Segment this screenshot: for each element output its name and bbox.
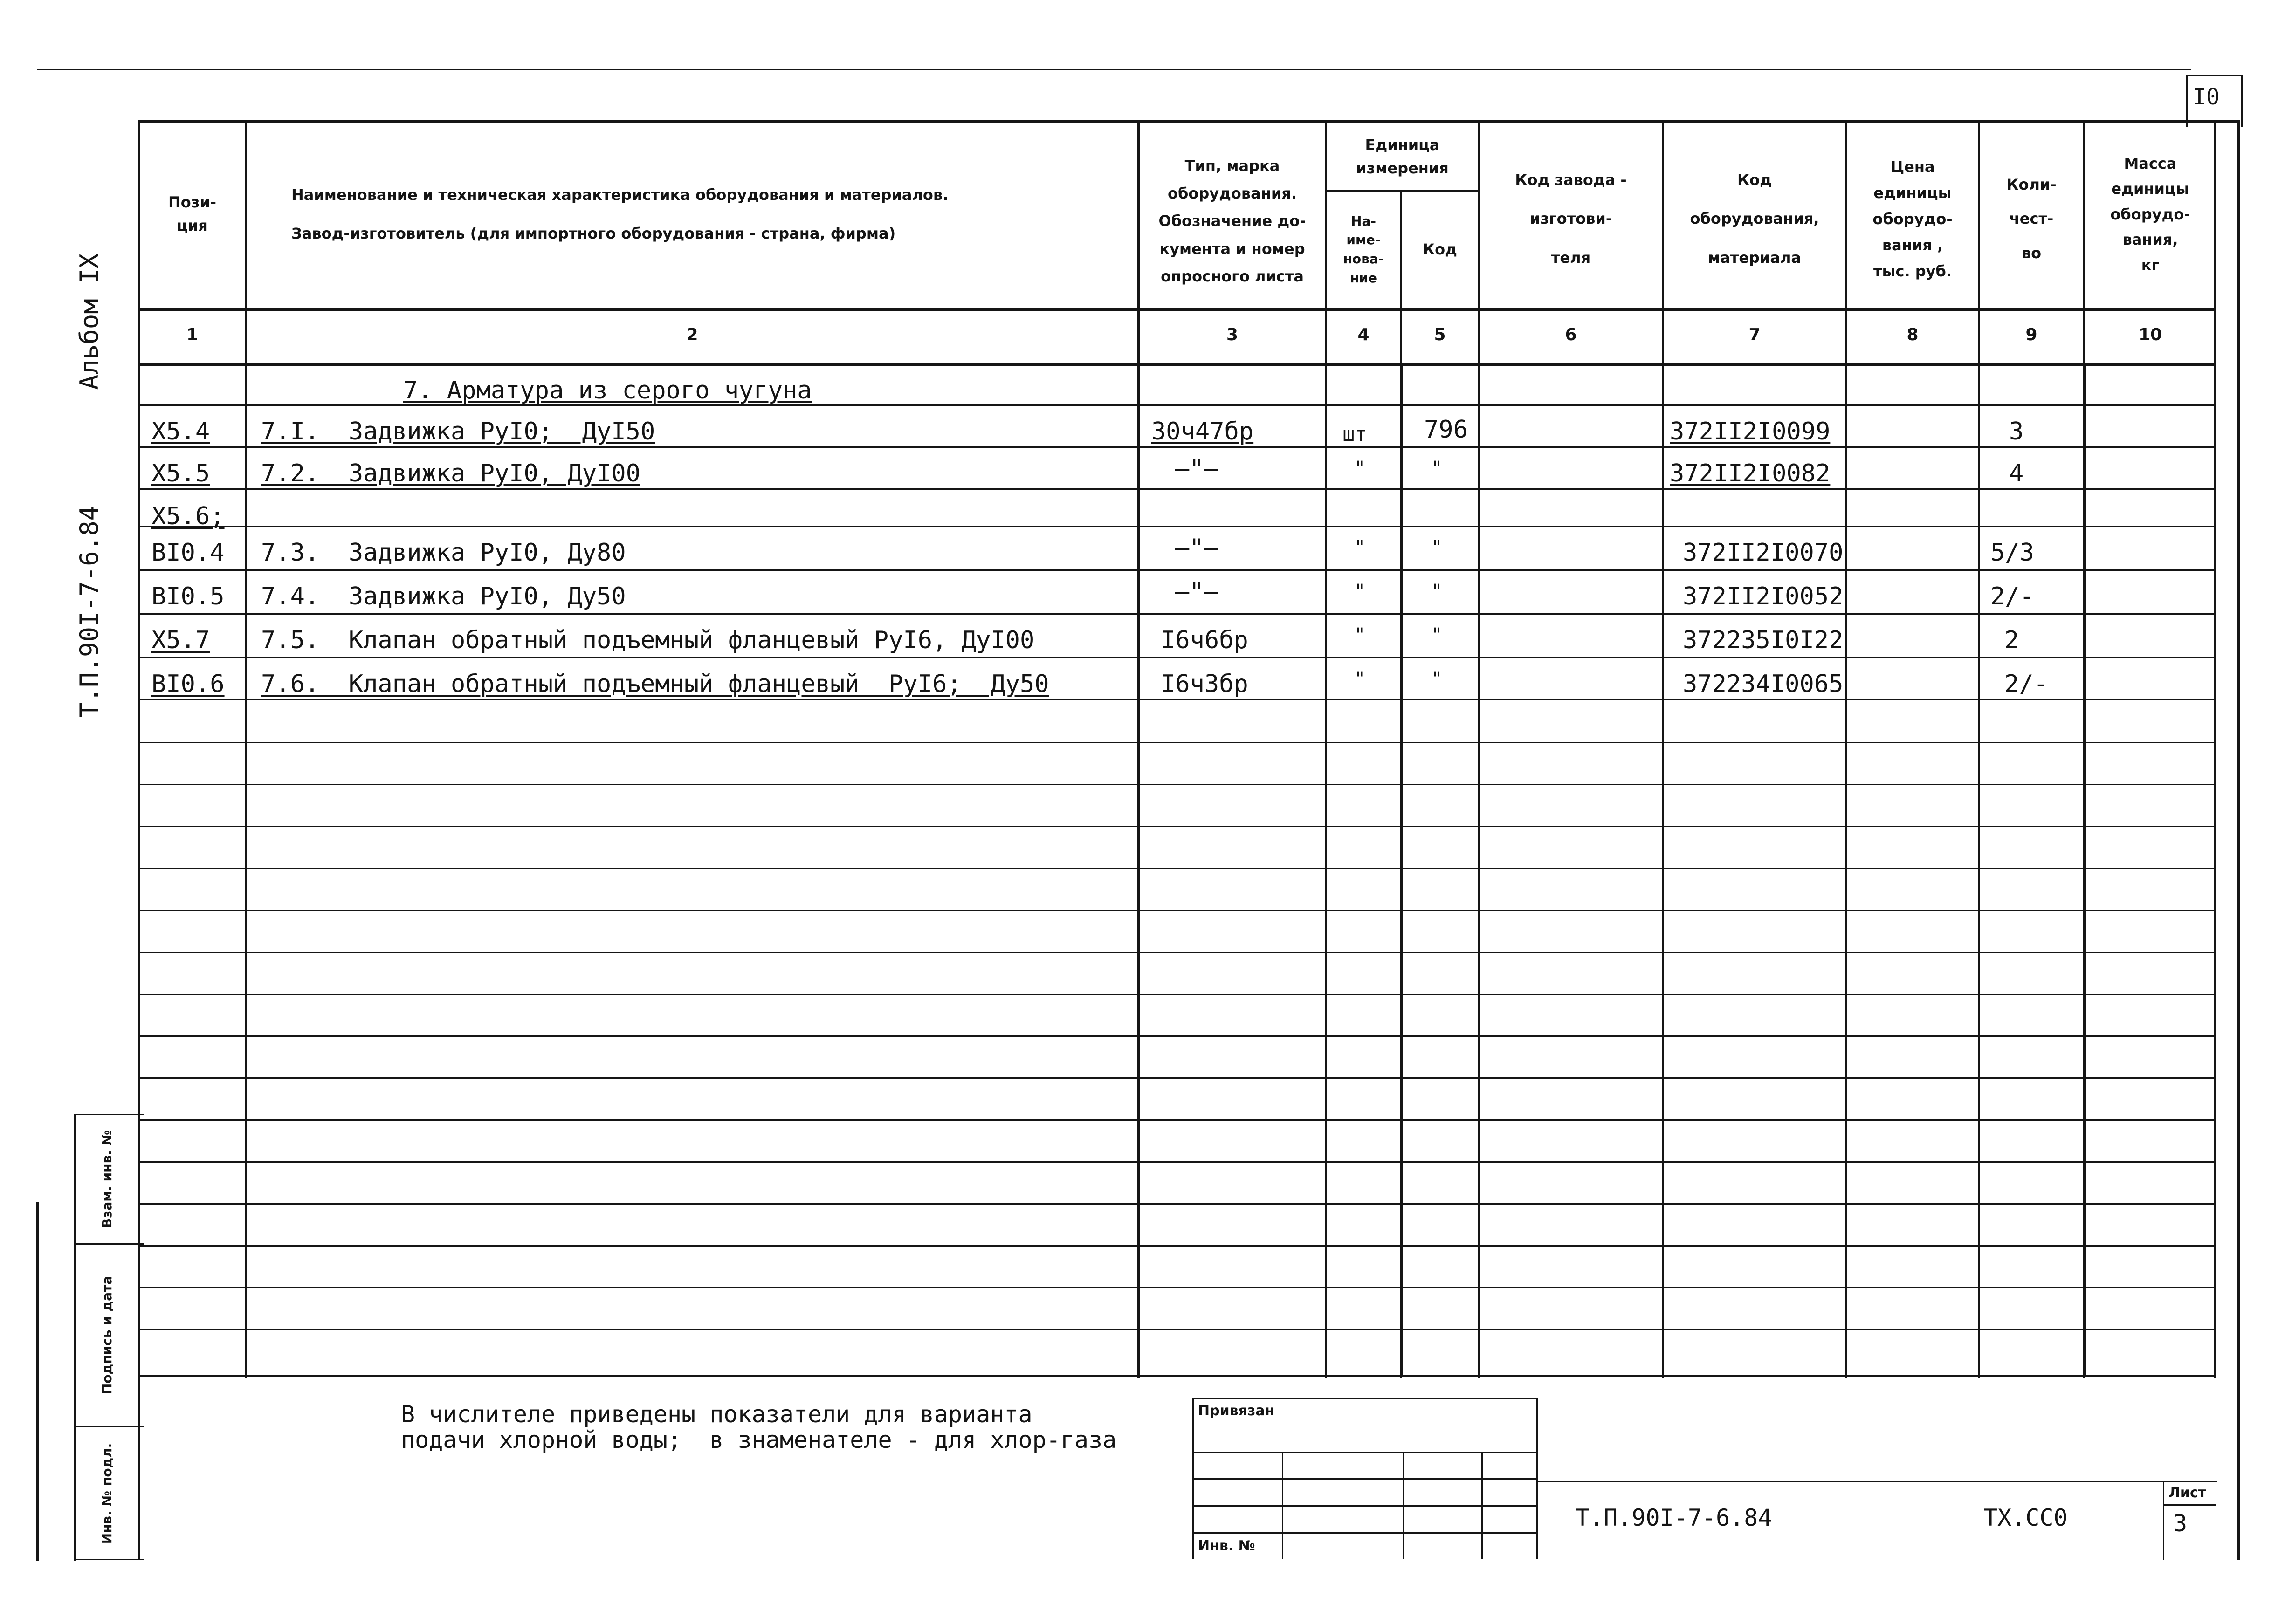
sheet-box-left: [2163, 1481, 2164, 1560]
row-rule: [138, 1161, 2216, 1163]
row-position: X5.6;: [151, 502, 225, 530]
stamp-signature-date: Подпись и дата: [99, 1275, 115, 1395]
section-title: 7. Арматура из серого чугуна: [403, 377, 812, 404]
row-name: 7.2. Задвижка РуI0, ДуI00: [261, 459, 640, 487]
row-unit-code: ": [1431, 537, 1443, 558]
row-quantity: 2: [2004, 626, 2019, 654]
stamp-replace-inv: Взам. инв. №: [99, 1130, 115, 1228]
row-type: I6ч6бр: [1161, 626, 1248, 654]
tb-grid-col0: [1192, 1398, 1194, 1559]
colnum-10: 10: [2138, 325, 2162, 344]
col-line-3: [1325, 120, 1327, 1378]
row-type: 30ч47бр: [1151, 418, 1254, 445]
row-rule: [138, 569, 2216, 571]
tb-grid-top: [1192, 1398, 1537, 1399]
header-unit-name: На- име- нова- ние: [1343, 213, 1384, 286]
bold-box-left: [1400, 366, 1403, 1377]
col-line-1: [245, 120, 247, 1378]
row-unit: шт: [1342, 422, 1367, 446]
document-code: Т.П.90I-7-6.84: [1576, 1504, 1772, 1531]
colnum-6: 6: [1565, 325, 1577, 344]
row-equipment-code: 372II2I0082: [1670, 459, 1831, 487]
row-rule: [138, 1077, 2216, 1079]
row-rule: [138, 488, 2216, 490]
row-rule: [138, 742, 2216, 743]
colnum-9: 9: [2025, 325, 2037, 344]
stamp-outer-rule: [36, 1202, 39, 1561]
table-bottom-rule: [138, 1375, 2216, 1377]
row-type: –"–: [1175, 578, 1218, 606]
tb-grid-col1: [1282, 1452, 1283, 1559]
header-plant-code: Код завода - изготови- теля: [1515, 171, 1627, 267]
row-position: X5.5: [151, 459, 210, 487]
row-unit-code: ": [1431, 458, 1443, 479]
row-equipment-code: 372II2I0099: [1670, 418, 1831, 445]
row-unit: ": [1354, 458, 1366, 479]
header-bottom-rule: [138, 308, 2216, 311]
frame-top: [138, 120, 2240, 123]
row-name: 7.4. Задвижка РуI0, Ду50: [261, 582, 626, 610]
row-quantity: 2/-: [1990, 582, 2034, 610]
row-unit-code: ": [1431, 581, 1443, 602]
row-unit-code: ": [1431, 668, 1443, 690]
tb-grid-row2: [1192, 1478, 1537, 1480]
col-line-5: [1478, 120, 1480, 1378]
tb-grid-row1: [1192, 1452, 1537, 1453]
row-rule: [138, 699, 2216, 700]
row-rule: [138, 613, 2216, 615]
row-rule: [138, 784, 2216, 785]
sheet-box-mid: [2163, 1504, 2216, 1506]
row-position: BI0.6: [151, 670, 225, 698]
row-rule: [138, 526, 2216, 527]
tb-grid-col2: [1403, 1452, 1404, 1559]
row-equipment-code: 372II2I0070: [1683, 539, 1844, 567]
col-line-2: [1137, 120, 1140, 1378]
row-rule: [138, 1203, 2216, 1205]
row-unit: ": [1354, 668, 1366, 690]
row-rule: [138, 1245, 2216, 1247]
bold-box-right: [2083, 366, 2086, 1377]
row-quantity: 3: [2009, 418, 2024, 445]
header-quantity: Коли- чест- во: [2006, 175, 2057, 262]
row-position: X5.7: [151, 626, 210, 654]
tb-grid-col3: [1481, 1452, 1483, 1559]
row-name: 7.I. Задвижка РуI0; ДуI50: [261, 418, 655, 445]
row-equipment-code: 372234I0065: [1683, 670, 1844, 698]
row-rule: [138, 1329, 2216, 1330]
col-line-8: [1978, 120, 1980, 1378]
row-position: BI0.4: [151, 539, 225, 567]
header-mass: Масса единицы оборудо- вания, кг: [2110, 155, 2190, 274]
header-equipment-code: Код оборудования, материала: [1690, 171, 1819, 267]
header-price: Цена единицы оборудо- вания , тыс. руб.: [1872, 158, 1953, 280]
row-position: BI0.5: [151, 582, 225, 610]
row-rule: [138, 446, 2216, 448]
row-name: 7.5. Клапан обратный подъемный фланцевый РуI6, ДуI00: [261, 626, 1035, 654]
stamp-strip-left: [74, 1114, 76, 1561]
colnum-2: 2: [686, 325, 698, 344]
row-unit: ": [1354, 537, 1366, 558]
row-rule: [138, 868, 2216, 869]
row-position: X5.4: [151, 418, 210, 445]
row-type: –"–: [1175, 534, 1218, 562]
row-type: –"–: [1175, 455, 1218, 483]
colnum-bottom-rule: [138, 363, 2216, 366]
corner-box-right: [2241, 75, 2243, 127]
row-rule: [138, 1287, 2216, 1288]
inventory-label: Инв. №: [1198, 1538, 1255, 1554]
row-rule: [138, 826, 2216, 827]
header-unit-group: Единица измерения: [1356, 136, 1449, 177]
row-unit-code: 796: [1424, 416, 1468, 444]
col-line-6: [1662, 120, 1664, 1378]
header-type: Тип, марка оборудования. Обозначение до- кумента и номер опросного листа: [1158, 157, 1306, 285]
row-quantity: 2/-: [2004, 670, 2048, 698]
tb-grid-col4: [1536, 1398, 1538, 1559]
colnum-7: 7: [1748, 325, 1761, 344]
row-type: I6ч3бр: [1161, 670, 1248, 698]
col-line-7: [1845, 120, 1847, 1378]
side-document-code: Т.П.90I-7-6.84: [75, 505, 104, 718]
row-quantity: 5/3: [1990, 539, 2034, 567]
corner-box-left: [2186, 75, 2188, 127]
sheet-number: 3: [2173, 1510, 2188, 1537]
row-rule: [138, 657, 2216, 658]
row-rule: [138, 1035, 2216, 1037]
album-label: Альбом IX: [75, 253, 104, 390]
colnum-3: 3: [1226, 325, 1239, 344]
header-position: Пози- ция: [168, 193, 217, 234]
row-unit: ": [1354, 624, 1366, 646]
colnum-4: 4: [1357, 325, 1370, 344]
header-name: Наименование и техническая характеристика оборудования и материалов. Завод-изготовитель (для импортного оборудования - страна, фирма): [291, 185, 949, 242]
tb-code-rule: [1536, 1481, 2217, 1482]
row-rule: [138, 994, 2216, 995]
sheet-label: Лист: [2168, 1485, 2207, 1501]
row-rule: [138, 1119, 2216, 1121]
stamp-strip-top: [74, 1114, 144, 1115]
colnum-8: 8: [1906, 325, 1919, 344]
corner-box-top: [2186, 75, 2243, 76]
row-rule: [138, 910, 2216, 911]
section-code: ТХ.СС0: [1983, 1504, 2068, 1531]
frame-right: [2237, 120, 2240, 1560]
tb-grid-row4: [1192, 1532, 1537, 1534]
colnum-5: 5: [1434, 325, 1446, 344]
tb-grid-row3: [1192, 1505, 1537, 1507]
sheet-corner-number: I0: [2193, 84, 2220, 110]
top-rule: [37, 69, 2191, 70]
row-rule: [138, 404, 2216, 406]
row-name: 7.3. Задвижка РуI0, Ду80: [261, 539, 626, 567]
row-unit: ": [1354, 581, 1366, 602]
row-unit-code: ": [1431, 624, 1443, 646]
colnum-1: 1: [186, 325, 199, 344]
attached-label: Привязан: [1198, 1403, 1275, 1419]
row-equipment-code: 372II2I0052: [1683, 582, 1844, 610]
stamp-original-inv: Инв. № подл.: [99, 1443, 115, 1544]
row-quantity: 4: [2009, 459, 2024, 487]
row-equipment-code: 372235I0I22: [1683, 626, 1844, 654]
row-rule: [138, 952, 2216, 953]
header-unit-code: Код: [1423, 240, 1457, 259]
row-name: 7.6. Клапан обратный подъемный фланцевый РуI6; Ду50: [261, 670, 1049, 698]
footnote: В числителе приведены показатели для варианта подачи хлорной воды; в знаменателе - для хлор-газа: [401, 1401, 1117, 1453]
